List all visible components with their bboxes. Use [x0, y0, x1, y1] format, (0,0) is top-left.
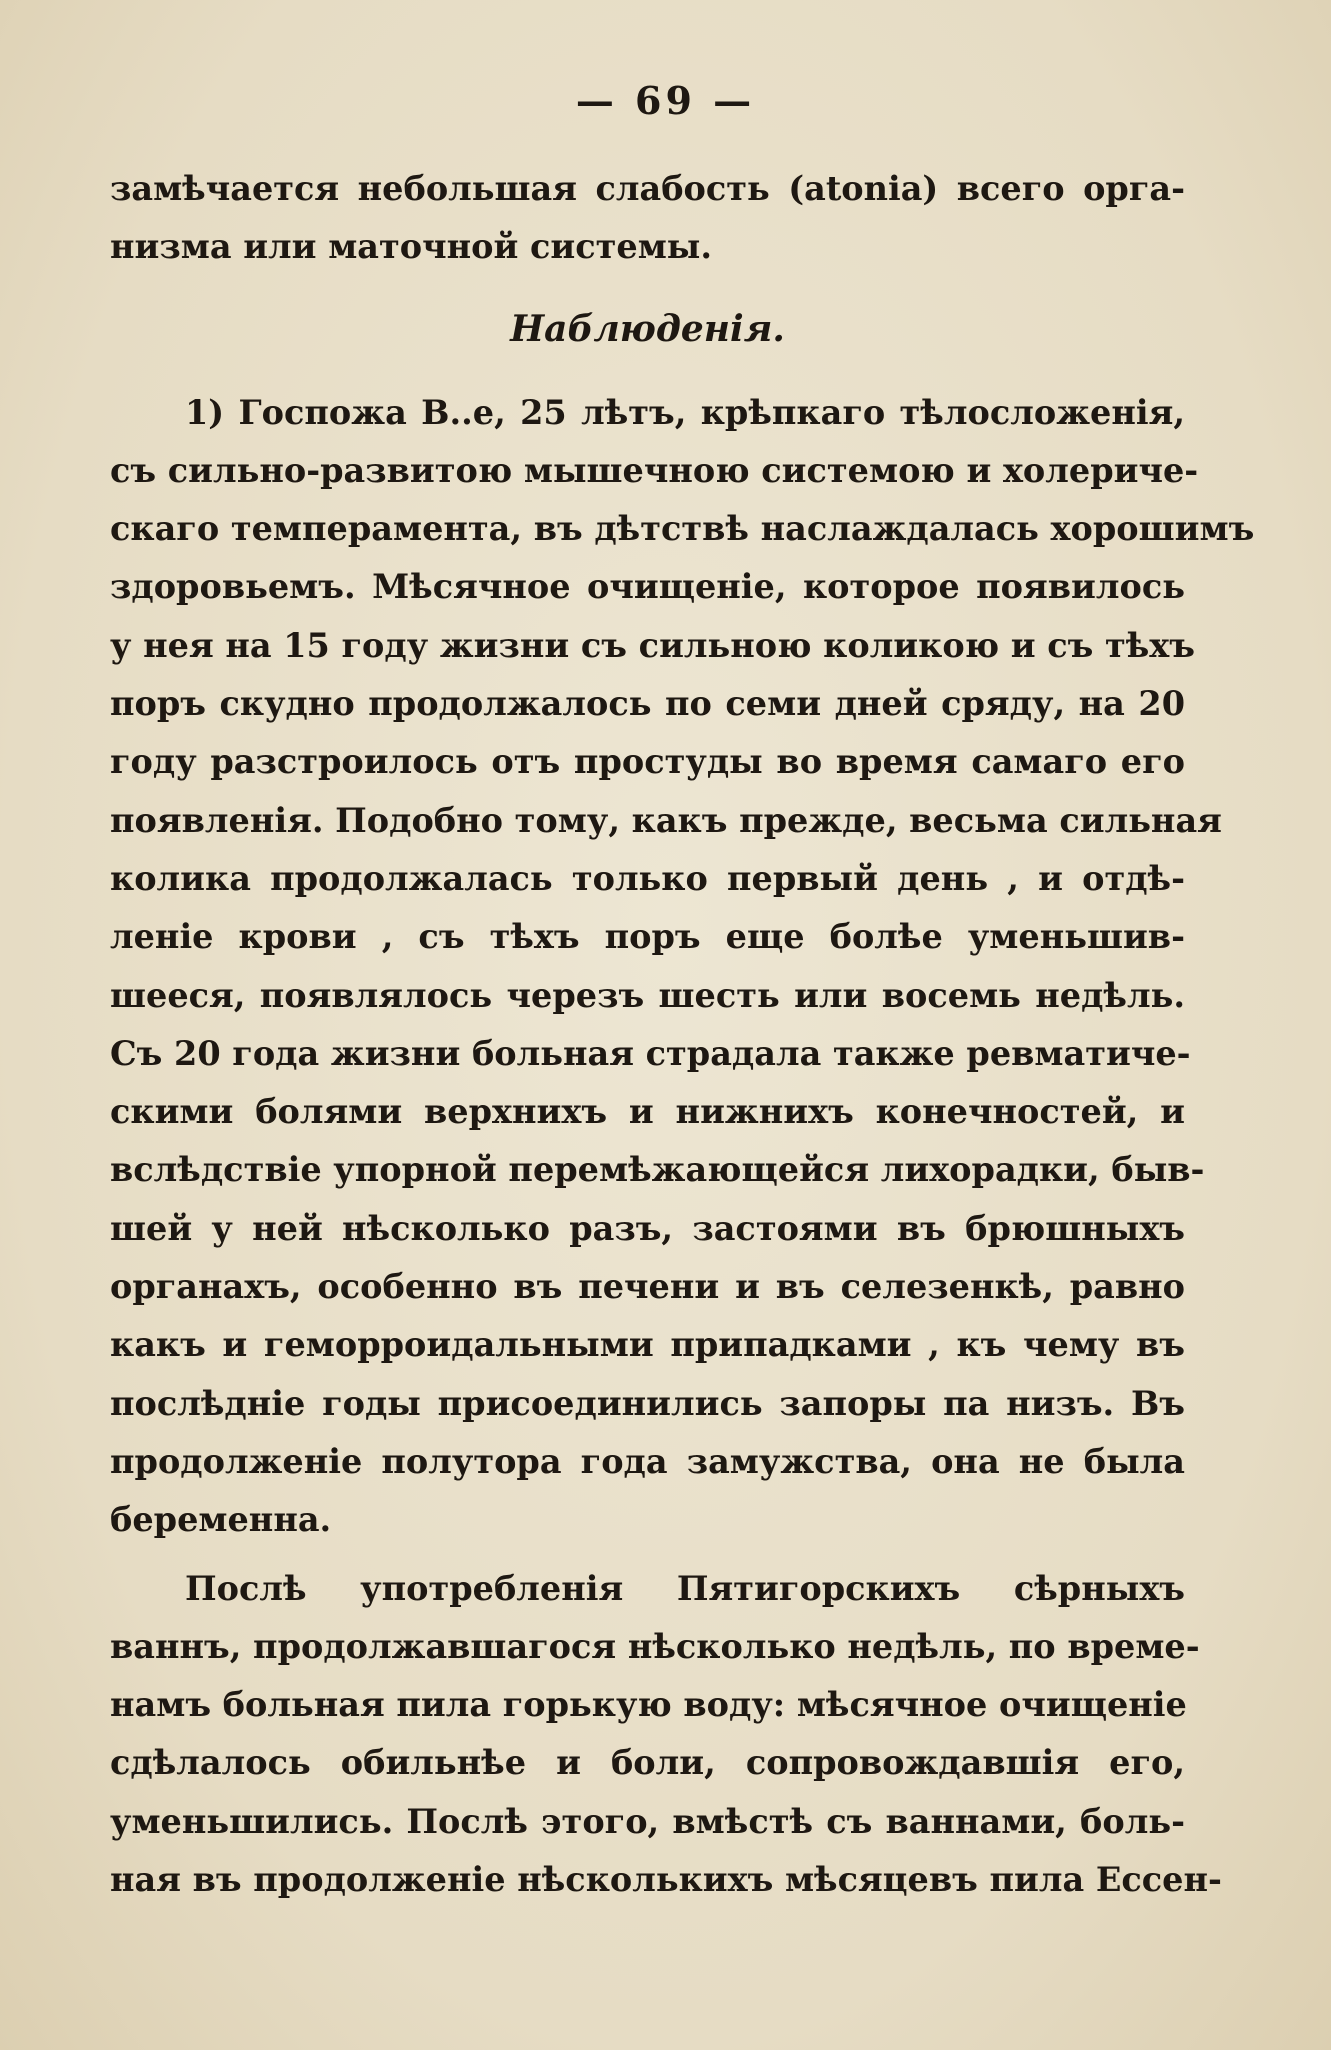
text-line: вслѣдствіе упорной перемѣжающейся лихорадки, быв-: [110, 1150, 1205, 1190]
text-line: у нея на 15 году жизни съ сильною коликою и съ тѣхъ: [110, 625, 1195, 665]
text-line: сдѣлалось обильнѣе и боли, сопровождавшія его,: [110, 1743, 1185, 1783]
text-line: появленія. Подобно тому, какъ прежде, весьма сильная: [110, 800, 1222, 840]
text-line: скаго темперамента, въ дѣтствѣ наслаждалась хорошимъ: [110, 509, 1255, 549]
text-line: уменьшились. Послѣ этого, вмѣстѣ съ ваннами, боль-: [110, 1801, 1185, 1841]
text-line: здоровьемъ. Мѣсячное очищеніе, которое появилось: [110, 567, 1185, 607]
text-line: какъ и геморроидальными припадками , къ чему въ: [110, 1325, 1185, 1365]
text-line: ная въ продолженіе нѣсколькихъ мѣсяцевъ пила Ессен-: [110, 1860, 1222, 1900]
text-line: ваннъ, продолжавшагося нѣсколько недѣль, по време-: [110, 1626, 1200, 1666]
text-line: шееся, появлялось черезъ шесть или восемь недѣль.: [110, 975, 1185, 1015]
text-line: продолженіе полутора года замужства, она не была: [110, 1441, 1185, 1481]
text-line: Послѣ употребленія Пятигорскихъ сѣрныхъ: [185, 1568, 1185, 1608]
text-line: скими болями верхнихъ и нижнихъ конечностей, и: [110, 1092, 1185, 1132]
text-line: леніе крови , съ тѣхъ поръ еще болѣе уменьшив-: [110, 917, 1185, 957]
text-line: замѣчается небольшая слабость (atonia) всего орга-: [110, 169, 1185, 208]
text-line: колика продолжалась только первый день , и отдѣ-: [110, 858, 1185, 898]
text-line: органахъ, особенно въ печени и въ селезенкѣ, равно: [110, 1267, 1185, 1307]
text-line: послѣдніе годы присоединились запоры па низъ. Въ: [110, 1383, 1185, 1423]
section-heading: Наблюденія.: [510, 307, 785, 350]
observation-paragraph-1: [110, 384, 1255, 1550]
page-number: — 69 —: [575, 78, 756, 123]
intro-paragraph: [110, 160, 1185, 277]
text-line: Съ 20 года жизни больная страдала также ревматиче-: [110, 1033, 1191, 1073]
text-line: низма или маточной системы.: [110, 227, 713, 267]
text-line: намъ больная пила горькую воду: мѣсячное очищеніе: [110, 1685, 1187, 1725]
text-line: беременна.: [110, 1500, 332, 1540]
text-line: шей у ней нѣсколько разъ, застоями въ брюшныхъ: [110, 1208, 1185, 1248]
text-line: 1) Госпожа В..е, 25 лѣтъ, крѣпкаго тѣлосложенія,: [185, 392, 1185, 432]
paragraph-gap: [110, 1550, 1185, 1560]
text-line: году разстроилось отъ простуды во время самаго его: [110, 742, 1185, 782]
text-line: поръ скудно продолжалось по семи дней сряду, на 20: [110, 684, 1185, 724]
text-line: съ сильно-развитою мышечною системою и холериче-: [110, 450, 1199, 490]
observation-paragraph-2: [110, 1560, 1222, 1910]
text-column: [110, 160, 1255, 1909]
